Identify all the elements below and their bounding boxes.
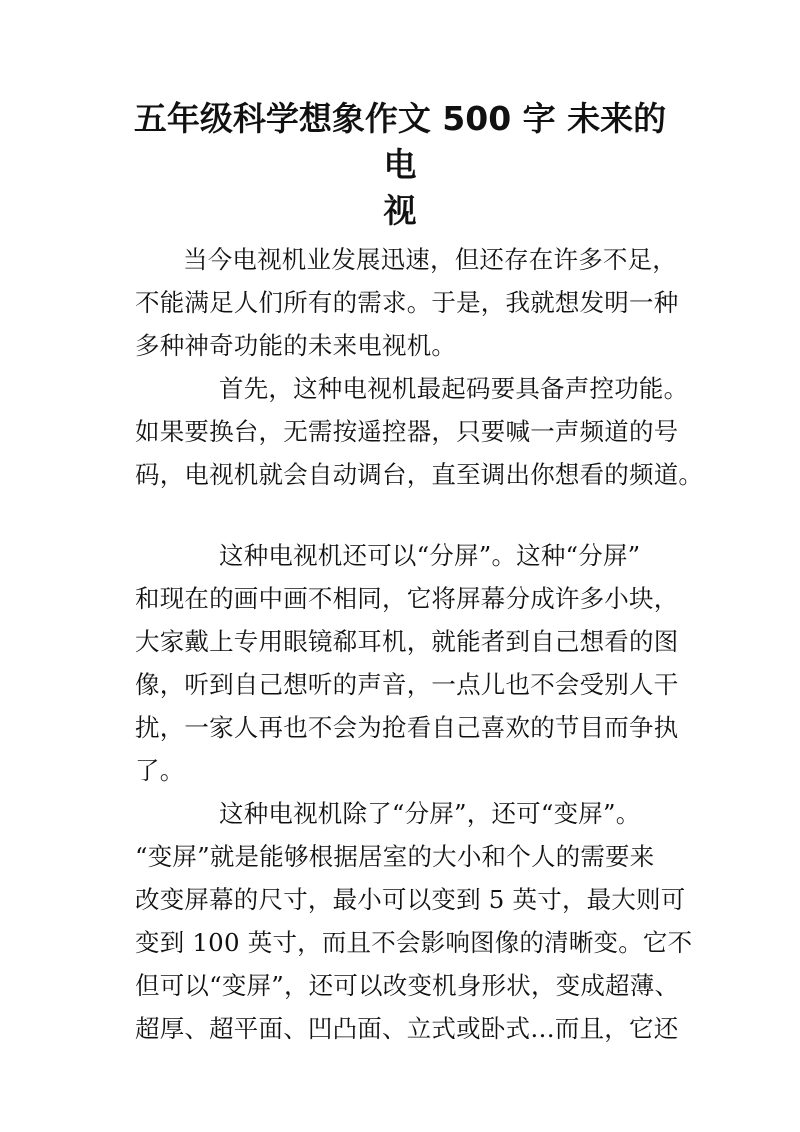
text-line: 大家戴上专用眼镜郗耳机，就能者到自己想看的图 — [135, 627, 679, 656]
title-line-1: 五年级科学想象作文 500 字 未来的电 — [133, 99, 667, 184]
text-line: 变到 100 英寸，而且不会影响图像的清晰变。它不 — [135, 928, 693, 957]
document-body — [135, 238, 704, 1050]
title-line-2: 视 — [383, 191, 417, 230]
text-line: 和现在的画中画不相同，它将屏幕分成许多小块， — [135, 584, 679, 613]
text-line: 如果要换台，无需按遥控器，只要喊一声频道的号 — [135, 417, 679, 446]
text-line: 不能满足人们所有的需求。于是，我就想发明一种 — [135, 288, 679, 317]
text-line: 这种电视机除了“分屏”，还可“变屏”。 — [219, 799, 641, 828]
text-line: 当今电视机业发展迅速，但还存在许多不足， — [183, 245, 677, 274]
text-line: 码，电视机就会自动调台，直至调出你想看的频道。 — [135, 460, 704, 489]
paragraph-2 — [135, 367, 704, 496]
text-line: “变屏”就是能够根据居室的大小和个人的需要来 — [135, 842, 655, 871]
text-line: 像，听到自己想听的声音，一点儿也不会受别人干 — [135, 670, 679, 699]
paragraph-3 — [135, 534, 679, 792]
text-line: 了。 — [135, 756, 185, 785]
paragraph-1 — [135, 238, 679, 367]
text-line: 改变屏幕的尺寸，最小可以变到 5 英寸，最大则可 — [135, 885, 686, 914]
document-title — [120, 96, 680, 234]
paragraph-gap — [135, 496, 665, 534]
text-line: 这种电视机还可以“分屏”。这种“分屏” — [219, 541, 641, 570]
text-line: 多种神奇功能的未来电视机。 — [135, 331, 457, 360]
text-line: 但可以“变屏”，还可以改变机身形状，变成超薄、 — [135, 971, 680, 1000]
text-line: 扰，一家人再也不会为抢看自己喜欢的节目而争执 — [135, 713, 679, 742]
text-line: 超厚、超平面、凹凸面、立式或卧式…而且，它还 — [135, 1014, 679, 1043]
text-line: 首先，这种电视机最起码要具备声控功能。 — [219, 374, 689, 403]
paragraph-4 — [135, 792, 693, 1050]
